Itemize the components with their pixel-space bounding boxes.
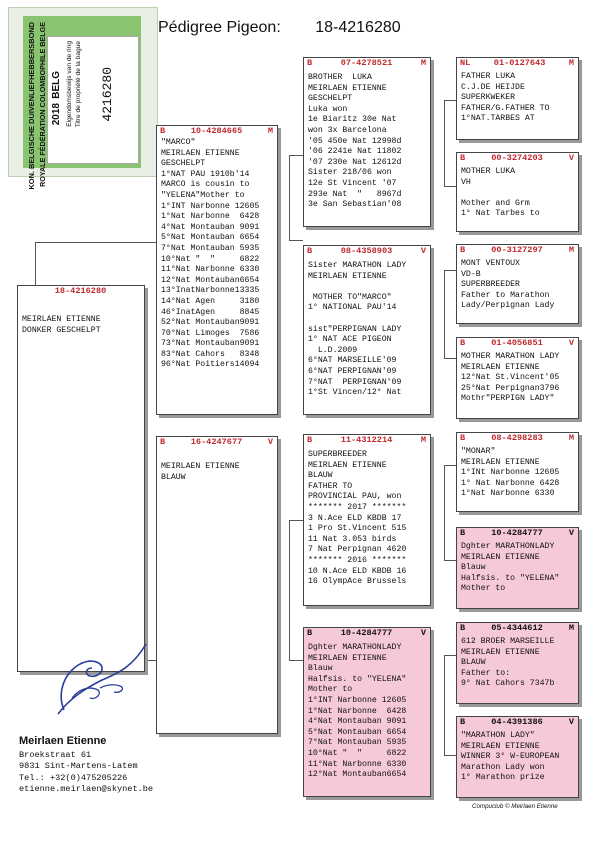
pigeon-ring: 00-3274203	[491, 153, 543, 163]
pigeon-header	[157, 437, 277, 448]
pigeon-header	[457, 153, 578, 164]
connector	[444, 465, 456, 466]
pigeon-country: B	[307, 246, 313, 256]
connector	[289, 240, 303, 241]
connector	[289, 520, 290, 660]
connector	[444, 465, 445, 560]
pigeon-info: MEIRLAEN ETIENNE BLAUW	[161, 462, 240, 482]
pigeon-info: MOTHER MARATHON LADY MEIRLAEN ETIENNE 12°Nat St.Vincent'05 25°Nat Perpignan3796 Mothr"PERPIGN LADY"	[461, 352, 560, 404]
connector	[444, 655, 445, 755]
owner-street: Broekstraat 61	[19, 750, 92, 761]
pedigree-box-mff	[456, 432, 579, 512]
pigeon-header	[304, 435, 430, 446]
pedigree-box-main	[17, 285, 145, 672]
pigeon-ring: 10-4284777	[340, 628, 393, 638]
pigeon-sex: M	[267, 126, 273, 136]
pedigree-box-fmf	[456, 244, 579, 324]
title-label: Pédigree Pigeon:	[158, 19, 281, 36]
pigeon-country: B	[460, 245, 466, 255]
pigeon-header	[457, 338, 578, 349]
connector	[444, 270, 445, 358]
pigeon-info: 612 BROER MARSEILLE MEIRLAEN ETIENNE BLAUW Father to: 9° Nat Cahors 7347b	[461, 637, 555, 689]
pigeon-country: B	[460, 153, 466, 163]
pedigree-box-father	[156, 125, 278, 415]
pigeon-country: B	[460, 433, 466, 443]
pedigree-box-paternal-grandfather	[303, 57, 431, 227]
pedigree-box-maternal-grandfather	[303, 434, 431, 606]
pigeon-country: B	[460, 717, 466, 727]
connector	[35, 242, 156, 243]
pigeon-info: BROTHER LUKA MEIRLAEN ETIENNE GESCHELPT Luka won 1e Biaritz 30e Nat won 3x Barcelona '05 450e Nat 12998d '06 2241e Nat 11802 '07 230e Nat 12612d Sister 218/06 won 12e St Vincent '07 293e Nat " 8967d 3e San Sebastian'08	[308, 73, 402, 210]
pedigree-box-mother	[156, 436, 278, 734]
federation-line-2: ROYALE FÉDÉRATION COLOMBOPHILE BELGE	[38, 22, 47, 187]
pigeon-header	[457, 58, 578, 69]
pigeon-ring: 08-4298283	[491, 433, 543, 443]
owner-name: Meirlaen Etienne	[19, 735, 107, 747]
pedigree-box-fff	[456, 57, 579, 140]
pigeon-info: SUPERBREEDER MEIRLAEN ETIENNE BLAUW FATHER TO PROVINCIAL PAU, won ******* 2017 ******* 3 N.Ace ELD KBDB 17 1 Pro St.Vincent 515 11 Nat 3.053 birds 7 Nat Perpignan 4620 ******* 2016 ******* 10 N.Ace ELD KBDB 16 16 OlympAce Brussels	[308, 450, 407, 587]
pigeon-ring: 16-4247677	[190, 437, 243, 447]
pigeon-sex: V	[420, 628, 426, 638]
pigeon-header	[18, 286, 144, 297]
pigeon-sex: V	[420, 246, 426, 256]
page-title	[158, 19, 401, 37]
pigeon-sex: V	[568, 153, 574, 163]
pigeon-sex: M	[568, 433, 574, 443]
pigeon-header	[157, 126, 277, 137]
ring-card	[47, 36, 139, 164]
pigeon-header	[304, 246, 430, 257]
pigeon-info: "MONAR" MEIRLAEN ETIENNE 1°INt Narbonne 12605 1° Nat Narbonne 6428 1°Nat Narbonne 6330	[461, 447, 560, 499]
pigeon-info: "MARCO" MEIRLAEN ETIENNE GESCHELPT 1°NAT PAU 1910b'14 MARCO is cousin to "YELENA"Mother to 1°INT Narbonne 12605 1°Nat Narbonne 6428 4°Nat Montauban 9091 5°Nat Montauban 6654 7°Nat Montauban 5935 10°Nat " " 6822 11°Nat Narbonne 6330 12°Nat Montauban6654 13°InatNarbonne13335 14°Nat Agen 3180 46°InatAgen 8845 52°Nat Montauban9091 70°Nat Limoges 7586 73°Nat Montauban9091 83°Nat Cahors 8348 96°Nat Poitiers14094	[161, 138, 260, 370]
connector	[444, 655, 456, 656]
connector	[444, 100, 456, 101]
pigeon-sex: V	[568, 338, 574, 348]
pigeon-ring: 10-4284665	[190, 126, 243, 136]
pigeon-sex: M	[420, 58, 426, 68]
signature	[40, 628, 160, 723]
pigeon-country: NL	[460, 58, 471, 68]
pigeon-info: FATHER LUKA C.J.DE HEIJDE SUPERKWEKER FATHER/G.FATHER TO 1°NAT.TARBES AT	[461, 72, 550, 124]
footer-credit: Compuclub © Meirlaen Etienne	[472, 803, 558, 810]
connector	[444, 100, 445, 186]
pigeon-sex: M	[420, 435, 426, 445]
pigeon-info: Dghter MARATHONLADY MEIRLAEN ETIENNE Blauw Halfsis. to "YELENA" Mother to	[461, 542, 560, 594]
pigeon-ring: 00-3127297	[491, 245, 543, 255]
ring-number: 4216280	[100, 67, 115, 122]
pigeon-ring: 10-4284777	[491, 528, 543, 538]
pedigree-box-paternal-grandmother	[303, 245, 431, 415]
owner-phone: Tel.: +32(0)475205226	[19, 772, 128, 783]
pigeon-ring: 01-0127643	[493, 58, 546, 68]
ring-country: BELG	[51, 71, 62, 99]
connector	[289, 660, 303, 661]
ownership-text-fr: Titre de propriété de la bague	[75, 41, 82, 128]
pigeon-country: B	[160, 126, 166, 136]
pigeon-sex: M	[568, 58, 574, 68]
pedigree-box-mfm	[456, 527, 579, 609]
pigeon-info: Dghter MARATHONLADY MEIRLAEN ETIENNE Blauw Halfsis. to "YELENA" Mother to 1°INT Narbonne 12605 1°Nat Narbonne 6428 4°Nat Montauban 9091 5°Nat Montauban 6654 7°Nat Montauban 5935 10°Nat " " 6822 11°Nat Narbonne 6330 12°Nat Montauban6654	[308, 643, 407, 780]
pedigree-box-mmf	[456, 622, 579, 704]
pigeon-country: B	[307, 58, 313, 68]
connector	[289, 155, 303, 156]
pigeon-country: B	[160, 437, 166, 447]
connector	[289, 520, 303, 521]
pigeon-sex: V	[568, 717, 574, 727]
connector	[444, 755, 456, 756]
pigeon-country: B	[460, 338, 466, 348]
connector	[444, 270, 456, 271]
pigeon-ring: 08-4358903	[340, 246, 393, 256]
pigeon-sex: V	[267, 437, 273, 447]
connector	[444, 358, 456, 359]
federation-line-1: KON. BELGISCHE DUIVENLIEFHEBBERSBOND	[27, 22, 36, 190]
connector	[444, 186, 456, 187]
pigeon-ring: 04-4391386	[491, 717, 543, 727]
pigeon-ring: 11-4312214	[340, 435, 393, 445]
pigeon-info: Sister MARATHON LADY MEIRLAEN ETIENNE MOTHER TO"MARCO" 1° NATIONAL PAU'14 sist"PERPIGNAN LADY 1° NAT ACE PIGEON L.D.2009 6°NAT MARSEILLE'09 6°NAT PERPIGNAN'09 7°NAT PERPIGNAN'09 1°St Vincen/12° Nat	[308, 261, 407, 398]
pigeon-info: MOTHER LUKA VH Mother and Grm 1° Nat Tarbes to	[461, 167, 540, 219]
pigeon-country: B	[460, 623, 466, 633]
pigeon-header	[304, 58, 430, 69]
connector	[289, 155, 290, 241]
pigeon-header	[457, 433, 578, 444]
pigeon-header	[457, 245, 578, 256]
pigeon-header	[457, 623, 578, 634]
pigeon-ring: 05-4344612	[491, 623, 543, 633]
connector	[35, 242, 36, 285]
ownership-text-nl: Eigendomsbewijs van de ring	[66, 41, 73, 127]
ring-certificate	[8, 7, 158, 190]
pigeon-header	[304, 628, 430, 639]
pigeon-country: B	[307, 628, 313, 638]
pigeon-info: "MARATHON LADY" MEIRLAEN ETIENNE WINNER 3° W-EUROPEAN Marathon Lady won 1° Marathon prize	[461, 731, 560, 783]
pigeon-ring: 18-4216280	[54, 286, 107, 296]
pedigree-box-fmm	[456, 337, 579, 419]
owner-info	[19, 736, 153, 795]
pigeon-ring: 07-4278521	[340, 58, 393, 68]
pedigree-box-maternal-grandmother	[303, 627, 431, 797]
pigeon-header	[457, 717, 578, 728]
owner-city: 9831 Sint-Martens-Latem	[19, 761, 138, 772]
pigeon-header	[457, 528, 578, 539]
pigeon-info: MONT VENTOUX VD-B SUPERBREEDER Father to Marathon Lady/Perpignan Lady	[461, 259, 555, 311]
ring-year: 2018	[51, 103, 62, 126]
owner-email: etienne.meirlaen@skynet.be	[19, 783, 154, 794]
pigeon-info: MEIRLAEN ETIENNE DONKER GESCHELPT	[22, 315, 101, 335]
pedigree-box-ffm	[456, 152, 579, 232]
pigeon-country: B	[307, 435, 313, 445]
pedigree-box-mmm	[456, 716, 579, 798]
pigeon-country: B	[460, 528, 466, 538]
title-ring: 18-4216280	[315, 19, 401, 36]
pigeon-sex: M	[568, 245, 574, 255]
pigeon-sex: V	[568, 528, 574, 538]
connector	[444, 560, 456, 561]
pigeon-ring: 01-4056851	[491, 338, 543, 348]
pigeon-sex: M	[568, 623, 574, 633]
